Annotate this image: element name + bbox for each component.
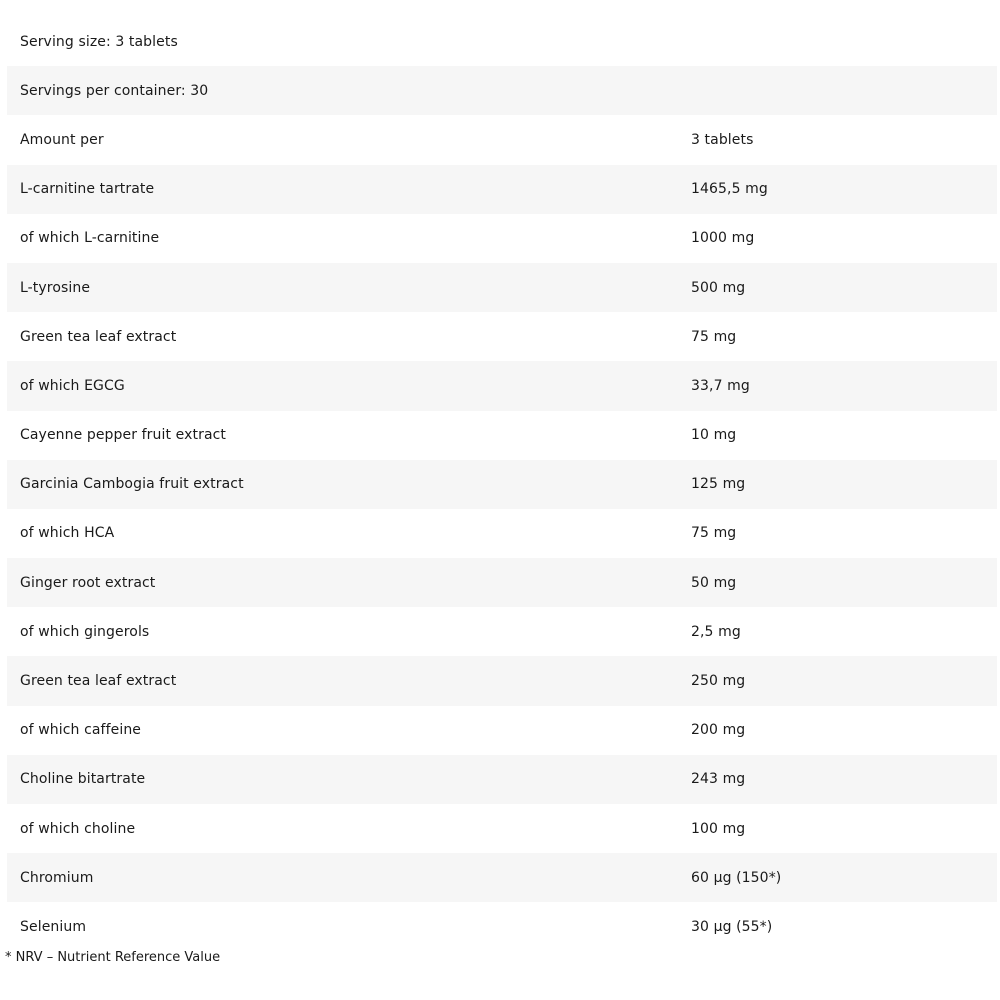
ingredient-amount: 50 mg: [691, 574, 737, 591]
table-row: [7, 263, 997, 312]
ingredient-name: of which L-carnitine: [20, 230, 160, 247]
ingredient-name: L-tyrosine: [20, 279, 91, 296]
ingredient-amount: 125 mg: [691, 476, 746, 493]
table-row: [7, 607, 997, 656]
serving-size-row: [7, 17, 997, 66]
ingredient-amount: 2,5 mg: [691, 623, 741, 640]
table-row: [7, 361, 997, 410]
table-row: [7, 509, 997, 558]
ingredient-name: of which EGCG: [20, 377, 125, 394]
ingredient-name: Green tea leaf extract: [20, 673, 177, 690]
table-row: [7, 755, 997, 804]
amount-per-value: 3 tablets: [691, 131, 754, 148]
ingredient-amount: 1465,5 mg: [691, 181, 768, 198]
servings-per-container-label: Servings per container: 30: [20, 82, 209, 99]
ingredient-amount: 250 mg: [691, 673, 746, 690]
ingredient-name: Selenium: [20, 918, 87, 935]
ingredient-amount: 75 mg: [691, 525, 737, 542]
ingredient-amount: 30 µg (55*): [691, 918, 773, 935]
table-row: [7, 558, 997, 607]
table-row: [7, 706, 997, 755]
amount-per-label: Amount per: [20, 131, 104, 148]
ingredient-name: Cayenne pepper fruit extract: [20, 427, 227, 444]
amount-per-header-row: [7, 115, 997, 164]
table-row: [7, 411, 997, 460]
ingredient-name: Ginger root extract: [20, 574, 156, 591]
ingredient-name: of which caffeine: [20, 722, 142, 739]
nutrition-table: [7, 17, 997, 952]
ingredient-amount: 10 mg: [691, 427, 737, 444]
table-row: [7, 214, 997, 263]
ingredient-name: of which gingerols: [20, 623, 150, 640]
ingredient-name: of which HCA: [20, 525, 115, 542]
ingredient-amount: 200 mg: [691, 722, 746, 739]
ingredient-amount: 100 mg: [691, 820, 746, 837]
table-row: [7, 165, 997, 214]
table-row: [7, 312, 997, 361]
ingredient-amount: 75 mg: [691, 328, 737, 345]
ingredient-name: Garcinia Cambogia fruit extract: [20, 476, 244, 493]
ingredient-name: Choline bitartrate: [20, 771, 146, 788]
ingredient-name: Chromium: [20, 869, 94, 886]
footnote: * NRV – Nutrient Reference Value: [5, 950, 221, 965]
ingredient-amount: 500 mg: [691, 279, 746, 296]
ingredient-rows: [7, 165, 997, 952]
ingredient-name: L-carnitine tartrate: [20, 181, 155, 198]
table-row: [7, 804, 997, 853]
ingredient-name: Green tea leaf extract: [20, 328, 177, 345]
ingredient-amount: 1000 mg: [691, 230, 755, 247]
table-row: [7, 853, 997, 902]
servings-per-container-row: [7, 66, 997, 115]
table-row: [7, 460, 997, 509]
ingredient-amount: 60 µg (150*): [691, 869, 782, 886]
serving-size-label: Serving size: 3 tablets: [20, 33, 178, 50]
ingredient-name: of which choline: [20, 820, 136, 837]
ingredient-amount: 243 mg: [691, 771, 746, 788]
table-row: [7, 902, 997, 951]
ingredient-amount: 33,7 mg: [691, 377, 750, 394]
table-row: [7, 656, 997, 705]
